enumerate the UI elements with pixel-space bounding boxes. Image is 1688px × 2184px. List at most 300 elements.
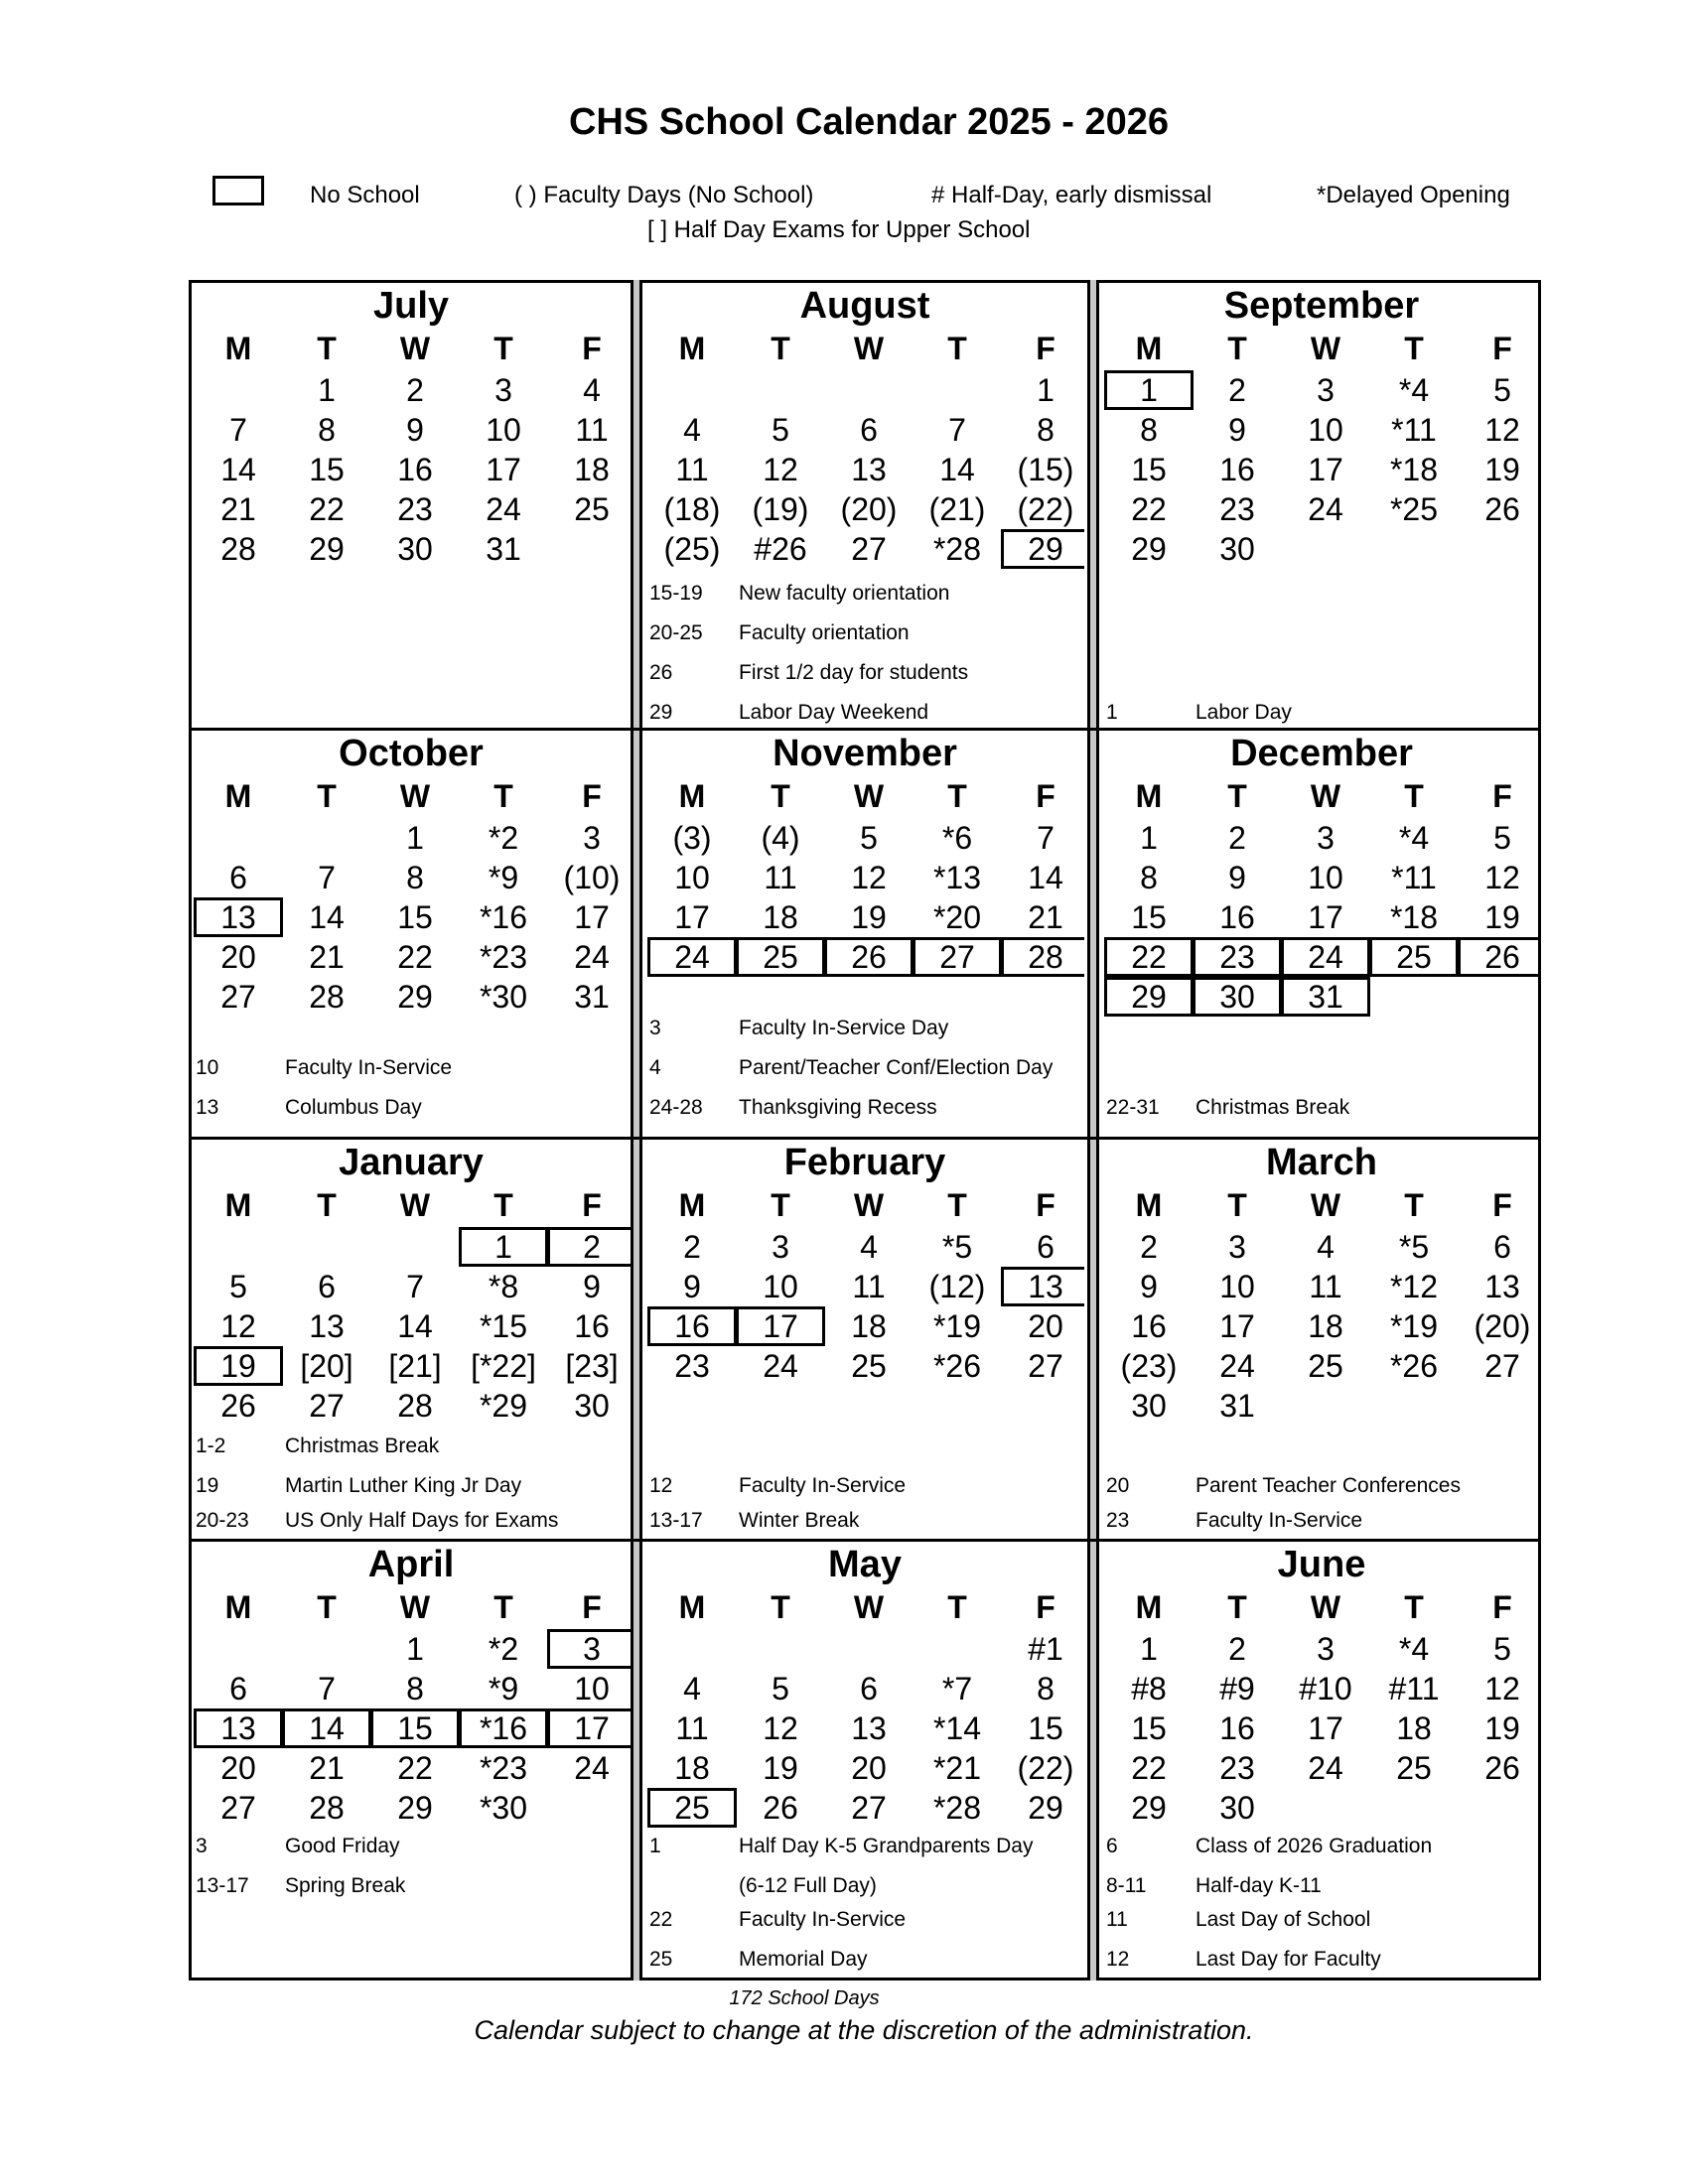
weekday-header: T — [771, 331, 790, 366]
day-cell: 18 — [1396, 1710, 1432, 1746]
note-date: 13 — [196, 1096, 219, 1119]
day-cell: 6 — [1037, 1229, 1055, 1265]
note-date: 12 — [649, 1474, 673, 1497]
note-text: Winter Break — [739, 1509, 860, 1532]
day-cell: *4 — [1398, 820, 1430, 856]
day-cell: [*22] — [471, 1348, 536, 1384]
day-cell: 3 — [772, 1229, 789, 1265]
day-cell: 13 — [851, 1710, 887, 1746]
weekday-header: F — [582, 778, 602, 814]
note-text: Labor Day — [1196, 701, 1292, 724]
note-date: 23 — [1106, 1509, 1130, 1532]
day-cell: 11 — [675, 452, 709, 487]
day-cell: 17 — [1219, 1308, 1255, 1344]
day-cell: 6 — [860, 1671, 878, 1706]
day-cell: 29 — [309, 531, 345, 567]
month-august — [645, 283, 1084, 728]
month-may — [645, 1542, 1084, 1978]
weekday-header: W — [853, 778, 885, 814]
day-cell: [21] — [388, 1348, 442, 1384]
day-cell: 10 — [486, 412, 521, 448]
no-school-day-cell: 13 — [194, 897, 283, 937]
day-cell: 28 — [309, 1790, 345, 1826]
day-cell: 22 — [309, 491, 345, 527]
note-text: Half-day K-11 — [1196, 1874, 1322, 1897]
month-september — [1102, 283, 1541, 728]
day-cell: 11 — [675, 1710, 709, 1746]
day-cell: 26 — [763, 1790, 798, 1826]
month-name: October — [339, 733, 484, 774]
weekday-header: T — [493, 331, 513, 366]
note-date: 20-23 — [196, 1509, 249, 1532]
day-cell: 25 — [1396, 1750, 1432, 1786]
day-cell: 19 — [851, 899, 887, 935]
weekday-header: F — [1036, 778, 1055, 814]
day-cell: 18 — [1308, 1308, 1343, 1344]
day-cell: 15 — [1131, 899, 1167, 935]
weekday-header: T — [1227, 1589, 1247, 1625]
day-cell: 31 — [486, 531, 521, 567]
day-cell: 14 — [309, 899, 345, 935]
weekday-header: T — [947, 1589, 967, 1625]
page-title: CHS School Calendar 2025 - 2026 — [568, 101, 1170, 143]
note-date: 22-31 — [1106, 1096, 1160, 1119]
no-school-day-cell: 29 — [1104, 977, 1194, 1017]
note-text: Memorial Day — [739, 1948, 868, 1971]
day-cell: 2 — [406, 372, 424, 408]
weekday-header: T — [1404, 331, 1424, 366]
day-cell: 23 — [1219, 491, 1255, 527]
day-cell: 17 — [574, 899, 610, 935]
day-cell: #9 — [1219, 1671, 1255, 1706]
no-school-day-cell: *16 — [459, 1708, 548, 1748]
weekday-header: T — [771, 1187, 790, 1223]
day-cell: *16 — [479, 899, 528, 935]
note-text: Class of 2026 Graduation — [1196, 1835, 1433, 1857]
weekday-header: T — [493, 1187, 513, 1223]
weekday-header: W — [853, 1187, 885, 1223]
note-text: Faculty In-Service — [739, 1474, 907, 1497]
day-cell: [23] — [565, 1348, 619, 1384]
day-cell: 7 — [318, 860, 336, 895]
no-school-day-cell: 14 — [282, 1708, 371, 1748]
month-november — [645, 731, 1084, 1137]
day-cell: 5 — [772, 412, 789, 448]
note-text: New faculty orientation — [739, 582, 950, 605]
day-cell: 29 — [397, 979, 433, 1015]
column-separator-2 — [1087, 280, 1099, 1980]
day-cell: 12 — [851, 860, 887, 895]
day-cell: (12) — [928, 1269, 986, 1304]
day-cell: 16 — [397, 452, 433, 487]
day-cell: 12 — [1484, 1671, 1520, 1706]
day-cell: *28 — [932, 1790, 982, 1826]
day-cell: *4 — [1398, 1631, 1430, 1667]
day-cell: 5 — [772, 1671, 789, 1706]
day-cell: 8 — [318, 412, 336, 448]
day-cell: 22 — [397, 939, 433, 975]
note-date: 6 — [1106, 1835, 1118, 1857]
weekday-header: F — [1492, 1589, 1512, 1625]
no-school-day-cell: 28 — [1001, 937, 1084, 977]
day-cell: (15) — [1017, 452, 1074, 487]
day-cell: 13 — [851, 452, 887, 487]
day-cell: 12 — [1484, 412, 1520, 448]
weekday-header: T — [317, 778, 337, 814]
day-cell: 27 — [1484, 1348, 1520, 1384]
note-text: Half Day K-5 Grandparents Day — [739, 1835, 1034, 1857]
day-cell: 25 — [851, 1348, 887, 1384]
no-school-day-cell: 13 — [1001, 1267, 1084, 1306]
month-name: May — [828, 1544, 902, 1585]
note-text: Columbus Day — [285, 1096, 422, 1119]
day-cell: 27 — [309, 1388, 345, 1424]
day-cell: 10 — [763, 1269, 798, 1304]
day-cell: 22 — [1131, 491, 1167, 527]
day-cell: *6 — [941, 820, 973, 856]
day-cell: 16 — [1219, 452, 1255, 487]
note-date: 29 — [649, 701, 673, 724]
weekday-header: T — [947, 331, 967, 366]
day-cell: *25 — [1389, 491, 1439, 527]
weekday-header: F — [1492, 331, 1512, 366]
weekday-header: F — [1036, 331, 1055, 366]
day-cell: *9 — [488, 1671, 519, 1706]
day-cell: *18 — [1389, 899, 1439, 935]
day-cell: 3 — [1228, 1229, 1246, 1265]
weekday-header: M — [224, 778, 252, 814]
day-cell: *30 — [479, 1790, 528, 1826]
day-cell: 3 — [1317, 372, 1335, 408]
day-cell: 19 — [1484, 899, 1520, 935]
note-text: Thanksgiving Recess — [739, 1096, 937, 1119]
day-cell: 21 — [309, 939, 345, 975]
note-date: 1 — [649, 1835, 661, 1857]
day-cell: 30 — [1219, 1790, 1255, 1826]
note-text: Good Friday — [285, 1835, 400, 1857]
weekday-header: M — [1135, 1589, 1163, 1625]
day-cell: 6 — [860, 412, 878, 448]
day-cell: 26 — [220, 1388, 256, 1424]
day-cell: 20 — [851, 1750, 887, 1786]
legend-delayed-opening: *Delayed Opening — [1317, 182, 1510, 208]
day-cell: 6 — [229, 860, 247, 895]
weekday-header: F — [1036, 1589, 1055, 1625]
day-cell: 10 — [1308, 412, 1343, 448]
day-cell: 21 — [220, 491, 256, 527]
month-name: August — [799, 285, 930, 327]
note-text: First 1/2 day for students — [739, 661, 969, 684]
column-separator-1 — [631, 280, 642, 1980]
day-cell: 24 — [1308, 1750, 1343, 1786]
day-cell: 24 — [574, 939, 610, 975]
day-cell: 14 — [397, 1308, 433, 1344]
day-cell: 23 — [1219, 1750, 1255, 1786]
day-cell: 24 — [486, 491, 521, 527]
no-school-day-cell: 16 — [647, 1306, 737, 1346]
no-school-day-cell: 31 — [1281, 977, 1370, 1017]
weekday-header: W — [399, 1589, 431, 1625]
weekday-header: W — [399, 331, 431, 366]
day-cell: 7 — [948, 412, 966, 448]
day-cell: *20 — [932, 899, 982, 935]
day-cell: 17 — [1308, 899, 1343, 935]
weekday-header: F — [1492, 778, 1512, 814]
day-cell: 7 — [1037, 820, 1055, 856]
weekday-header: M — [1135, 778, 1163, 814]
weekday-header: M — [224, 1589, 252, 1625]
day-cell: 7 — [406, 1269, 424, 1304]
day-cell: (10) — [563, 860, 621, 895]
note-date: 1-2 — [196, 1434, 226, 1457]
no-school-day-cell: 27 — [913, 937, 1002, 977]
weekday-header: M — [678, 778, 706, 814]
weekday-header: W — [399, 1187, 431, 1223]
day-cell: 20 — [220, 939, 256, 975]
day-cell: 24 — [1219, 1348, 1255, 1384]
month-january — [192, 1140, 631, 1539]
note-date: 26 — [649, 661, 673, 684]
day-cell: 17 — [486, 452, 521, 487]
note-date: 12 — [1106, 1948, 1130, 1971]
month-april — [192, 1542, 631, 1978]
day-cell: *11 — [1391, 860, 1437, 895]
day-cell: 17 — [1308, 452, 1343, 487]
no-school-day-cell: 1 — [459, 1227, 548, 1267]
day-cell: 29 — [1131, 531, 1167, 567]
weekday-header: T — [947, 1187, 967, 1223]
day-cell: (20) — [1474, 1308, 1531, 1344]
day-cell: 9 — [583, 1269, 601, 1304]
weekday-header: T — [771, 1589, 790, 1625]
no-school-day-cell: 1 — [1104, 370, 1194, 410]
day-cell: 2 — [1228, 372, 1246, 408]
day-cell: 10 — [1219, 1269, 1255, 1304]
day-cell: (21) — [928, 491, 986, 527]
day-cell: *15 — [479, 1308, 528, 1344]
day-cell: *26 — [932, 1348, 982, 1384]
day-cell: 15 — [1131, 1710, 1167, 1746]
school-days-count: 172 School Days — [729, 1987, 880, 2009]
day-cell: 16 — [1131, 1308, 1167, 1344]
day-cell: 5 — [1493, 820, 1511, 856]
legend-faculty-days: ( ) Faculty Days (No School) — [514, 182, 814, 208]
weekday-header: T — [1227, 778, 1247, 814]
note-text: Martin Luther King Jr Day — [285, 1474, 522, 1497]
weekday-header: T — [1404, 1589, 1424, 1625]
weekday-header: F — [582, 1187, 602, 1223]
day-cell: 1 — [1140, 1631, 1158, 1667]
weekday-header: T — [771, 778, 790, 814]
day-cell: 15 — [1028, 1710, 1063, 1746]
month-name: June — [1277, 1544, 1366, 1585]
day-cell: 5 — [229, 1269, 247, 1304]
note-date: 19 — [196, 1474, 219, 1497]
day-cell: 3 — [1317, 1631, 1335, 1667]
weekday-header: T — [493, 778, 513, 814]
day-cell: 17 — [1308, 1710, 1343, 1746]
weekday-header: F — [1492, 1187, 1512, 1223]
no-school-day-cell: 23 — [1193, 937, 1282, 977]
note-date: 3 — [649, 1017, 661, 1039]
day-cell: 2 — [683, 1229, 701, 1265]
day-cell: *2 — [488, 1631, 519, 1667]
weekday-header: T — [1227, 1187, 1247, 1223]
weekday-header: F — [582, 1589, 602, 1625]
day-cell: *2 — [488, 820, 519, 856]
day-cell: 25 — [574, 491, 610, 527]
note-date: 20 — [1106, 1474, 1130, 1497]
day-cell: 12 — [1484, 860, 1520, 895]
day-cell: 10 — [574, 1671, 610, 1706]
note-text: Labor Day Weekend — [739, 701, 929, 724]
note-date: 25 — [649, 1948, 673, 1971]
month-february — [645, 1140, 1084, 1539]
day-cell: 21 — [1028, 899, 1063, 935]
day-cell: 11 — [764, 860, 797, 895]
weekday-header: T — [317, 1589, 337, 1625]
day-cell: #1 — [1028, 1631, 1063, 1667]
day-cell: 21 — [309, 1750, 345, 1786]
day-cell: 6 — [318, 1269, 336, 1304]
day-cell: *5 — [1398, 1229, 1430, 1265]
no-school-day-cell: 30 — [1193, 977, 1282, 1017]
day-cell: 18 — [674, 1750, 710, 1786]
legend-half-day: # Half-Day, early dismissal — [931, 182, 1212, 208]
day-cell: 16 — [1219, 1710, 1255, 1746]
day-cell: 6 — [229, 1671, 247, 1706]
day-cell: 8 — [406, 860, 424, 895]
day-cell: 7 — [318, 1671, 336, 1706]
day-cell: (4) — [761, 820, 800, 856]
month-name: July — [372, 285, 450, 327]
no-school-day-cell: 24 — [647, 937, 737, 977]
day-cell: 8 — [1140, 860, 1158, 895]
note-text: Christmas Break — [285, 1434, 440, 1457]
month-name: November — [773, 733, 957, 774]
note-text: Faculty orientation — [739, 621, 910, 644]
day-cell: 14 — [220, 452, 256, 487]
day-cell: (18) — [663, 491, 721, 527]
day-cell: 19 — [1484, 1710, 1520, 1746]
day-cell: *13 — [932, 860, 982, 895]
no-school-day-cell: 19 — [194, 1346, 283, 1386]
day-cell: 12 — [763, 1710, 798, 1746]
day-cell: 5 — [1493, 372, 1511, 408]
no-school-day-cell: 2 — [547, 1227, 631, 1267]
note-date: 8-11 — [1106, 1874, 1147, 1897]
note-date: 10 — [196, 1056, 219, 1079]
day-cell: 31 — [574, 979, 610, 1015]
day-cell: 27 — [220, 979, 256, 1015]
day-cell: *9 — [488, 860, 519, 895]
month-name: September — [1223, 285, 1420, 327]
no-school-day-cell: 13 — [194, 1708, 283, 1748]
month-july — [192, 283, 631, 728]
weekday-header: T — [1404, 1187, 1424, 1223]
day-cell: 9 — [406, 412, 424, 448]
note-text: (6-12 Full Day) — [739, 1874, 877, 1897]
day-cell: 10 — [1308, 860, 1343, 895]
day-cell: 4 — [683, 1671, 701, 1706]
weekday-header: W — [1310, 1589, 1341, 1625]
day-cell: 24 — [1308, 491, 1343, 527]
day-cell: (22) — [1017, 491, 1074, 527]
note-text: Christmas Break — [1196, 1096, 1350, 1119]
day-cell: 20 — [1028, 1308, 1063, 1344]
weekday-header: M — [1135, 1187, 1163, 1223]
note-date: 4 — [649, 1056, 661, 1079]
day-cell: 27 — [220, 1790, 256, 1826]
note-date: 22 — [649, 1908, 673, 1931]
day-cell: 1 — [406, 1631, 424, 1667]
day-cell: 30 — [397, 531, 433, 567]
day-cell: 22 — [1131, 1750, 1167, 1786]
day-cell: 31 — [1219, 1388, 1255, 1424]
day-cell: 8 — [406, 1671, 424, 1706]
day-cell: *23 — [479, 939, 528, 975]
day-cell: 28 — [309, 979, 345, 1015]
day-cell: 1 — [406, 820, 424, 856]
note-text: Last Day for Faculty — [1196, 1948, 1381, 1971]
note-date: 13-17 — [649, 1509, 703, 1532]
no-school-day-cell: 3 — [547, 1629, 631, 1669]
day-cell: 4 — [583, 372, 601, 408]
day-cell: (23) — [1120, 1348, 1178, 1384]
day-cell: 5 — [1493, 1631, 1511, 1667]
day-cell: *28 — [932, 531, 982, 567]
day-cell: (20) — [840, 491, 898, 527]
day-cell: 15 — [309, 452, 345, 487]
day-cell: 14 — [939, 452, 975, 487]
day-cell: 18 — [574, 452, 610, 487]
day-cell: *19 — [932, 1308, 982, 1344]
day-cell: 3 — [494, 372, 512, 408]
note-text: Parent Teacher Conferences — [1196, 1474, 1461, 1497]
day-cell: 23 — [674, 1348, 710, 1384]
day-cell: 15 — [1131, 452, 1167, 487]
no-school-day-cell: 25 — [1369, 937, 1459, 977]
day-cell: 13 — [1484, 1269, 1520, 1304]
weekday-header: F — [1036, 1187, 1055, 1223]
no-school-day-cell: 26 — [824, 937, 914, 977]
weekday-header: M — [678, 1187, 706, 1223]
day-cell: 7 — [229, 412, 247, 448]
note-date: 24-28 — [649, 1096, 703, 1119]
day-cell: 18 — [851, 1308, 887, 1344]
day-cell: *29 — [479, 1388, 528, 1424]
note-date: 15-19 — [649, 582, 703, 605]
day-cell: #8 — [1131, 1671, 1167, 1706]
day-cell: 16 — [1219, 899, 1255, 935]
month-name: March — [1266, 1142, 1377, 1183]
day-cell: 4 — [683, 412, 701, 448]
month-june — [1102, 1542, 1541, 1978]
day-cell: 4 — [1317, 1229, 1335, 1265]
day-cell: 3 — [583, 820, 601, 856]
note-date: 3 — [196, 1835, 208, 1857]
day-cell: (3) — [672, 820, 712, 856]
day-cell: 9 — [683, 1269, 701, 1304]
month-march — [1102, 1140, 1541, 1539]
note-text: Faculty In-Service Day — [739, 1017, 949, 1039]
no-school-day-cell: 17 — [736, 1306, 825, 1346]
day-cell: 1 — [318, 372, 336, 408]
day-cell: 24 — [763, 1348, 798, 1384]
day-cell: 27 — [851, 531, 887, 567]
weekday-header: M — [224, 331, 252, 366]
day-cell: 30 — [1219, 531, 1255, 567]
